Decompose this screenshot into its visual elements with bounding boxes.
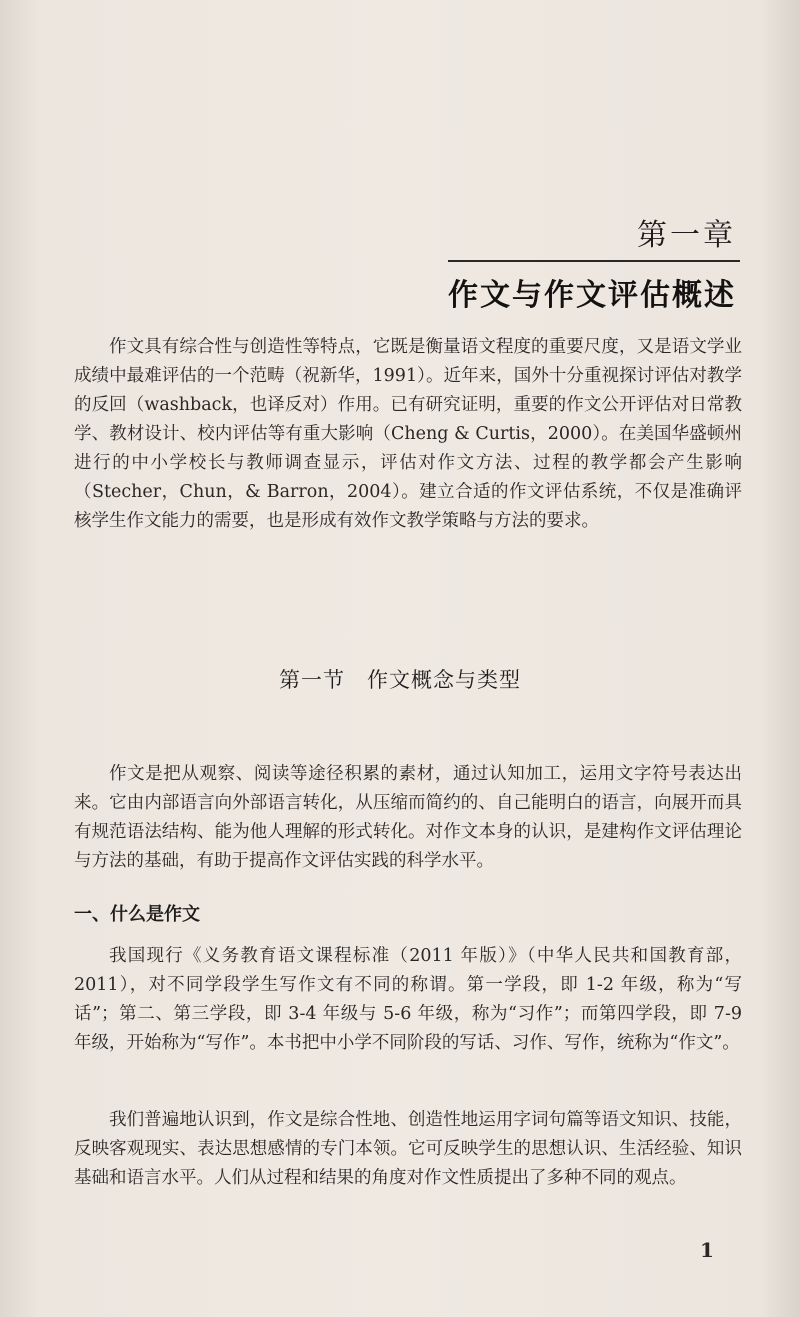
section-title: 第一节 作文概念与类型 <box>279 668 521 692</box>
chapter-divider <box>448 260 740 262</box>
subsection-paragraph-1: 我国现行《义务教育语文课程标准（2011 年版）》（中华人民共和国教育部，2011），对不同学段学生写作文有不同的称谓。第一学段，即 1-2 年级，称为“写话”；第二、第三学段，即 3-4 年级与 5-6 年级，称为“习作”；而第四学段，即 7-9 年级，开始称为“写作”。本书把中小学不同阶段的写话、习作、写作，统称为“作文”。 <box>74 946 742 1053</box>
section-paragraph: 作文是把从观察、阅读等途径积累的素材，通过认知加工，运用文字符号表达出来。它由内部语言向外部语言转化，从压缩而简约的、自己能明白的语言，向展开而具有规范语法结构、能为他人理解的形式转化。对作文本身的认识，是建构作文评估理论与方法的基础，有助于提高作文评估实践的科学水平。 <box>74 764 742 871</box>
chapter-label: 第一章 <box>637 218 736 253</box>
subsection-title: 一、什么是作文 <box>74 904 200 925</box>
subsection-paragraph-2: 我们普遍地认识到，作文是综合性地、创造性地运用字词句篇等语文知识、技能，反映客观现实、表达思想感情的专门本领。它可反映学生的思想认识、生活经验、知识基础和语言水平。人们从过程和结果的角度对作文性质提出了多种不同的观点。 <box>74 1110 742 1188</box>
chapter-heading <box>448 210 740 314</box>
chapter-title: 作文与作文评估概述 <box>448 278 736 313</box>
intro-paragraph: 作文具有综合性与创造性等特点，它既是衡量语文程度的重要尺度，又是语文学业成绩中最难评估的一个范畴（祝新华，1991）。近年来，国外十分重视探讨评估对教学的反回（washback，也译反对）作用。已有研究证明，重要的作文公开评估对日常教学、教材设计、校内评估等有重大影响（Cheng & Curtis，2000）。在美国华盛顿州进行的中小学校长与教师调查显示，评估对作文方法、过程的教学都会产生影响（Stecher，Chun，& Barron，2004）。建立合适的作文评估系统，不仅是准确评核学生作文能力的需要，也是形成有效作文教学策略与方法的要求。 <box>74 337 742 531</box>
page-number: 1 <box>700 1238 714 1262</box>
